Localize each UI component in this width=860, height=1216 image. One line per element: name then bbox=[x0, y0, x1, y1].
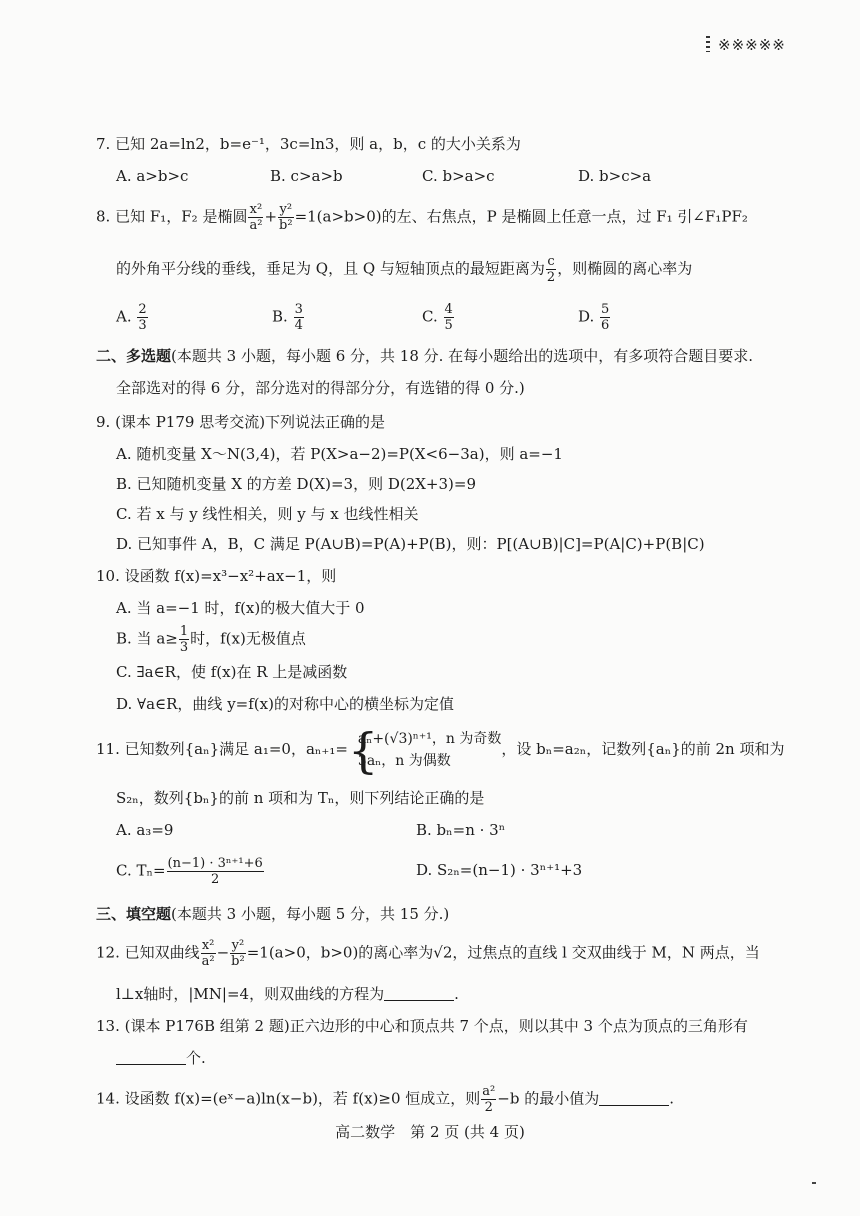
corner-mark-text: ※※※※※ bbox=[718, 36, 786, 54]
q8-frac-y bbox=[278, 202, 294, 233]
q14-frac-num: a² bbox=[482, 1084, 496, 1099]
question-14-stem bbox=[96, 1084, 674, 1115]
q8-option-d-num: 5 bbox=[601, 302, 610, 317]
q8-option-c-frac bbox=[444, 302, 454, 333]
question-13-stem-line2 bbox=[116, 1048, 206, 1068]
q9-option-d: D. 已知事件 A，B，C 满足 P(A∪B)=P(A)+P(B)，则：P[(A∪B)|C]=P(A|C)+P(B|C) bbox=[116, 535, 705, 553]
question-11-stem-line1 bbox=[96, 723, 785, 779]
scan-mark bbox=[812, 1182, 816, 1184]
q11-option-c bbox=[116, 856, 265, 887]
q12-frac-y-num: y² bbox=[231, 938, 245, 953]
q10-option-c: C. ∃a∈R，使 f(x)在 R 上是减函数 bbox=[116, 663, 348, 681]
q10-option-b bbox=[116, 624, 306, 655]
q12-text-c: l⊥x轴时，|MN|=4，则双曲线的方程为 bbox=[116, 985, 385, 1003]
question-12-stem-line2 bbox=[116, 984, 459, 1004]
q10-option-b-num: 1 bbox=[179, 624, 189, 639]
q12-frac-y-den: b² bbox=[231, 954, 245, 969]
q12-text-end: . bbox=[454, 985, 459, 1003]
section-2-header bbox=[96, 346, 753, 366]
question-7-stem: 7. 已知 2a=ln2，b=e⁻¹，3c=ln3，则 a，b，c 的大小关系为 bbox=[96, 135, 521, 153]
q8-option-d-label: D. bbox=[578, 307, 595, 326]
question-10-stem: 10. 设函数 f(x)=x³−x²+ax−1，则 bbox=[96, 567, 337, 585]
q14-frac bbox=[481, 1084, 496, 1115]
q8-option-b-label: B. bbox=[272, 307, 288, 326]
q11-brace: { bbox=[347, 723, 379, 779]
q7-option-b: B. c>a>b bbox=[270, 167, 343, 185]
q8-option-a-den: 3 bbox=[138, 318, 147, 333]
q10-option-b-frac bbox=[179, 624, 189, 655]
q8-option-d-frac bbox=[600, 302, 610, 333]
q8-option-a-label: A. bbox=[116, 307, 132, 326]
q11-piecewise bbox=[347, 723, 502, 779]
q7-option-d: D. b>c>a bbox=[578, 167, 652, 185]
section-2-desc-2: 全部选对的得 6 分，部分选对的得部分分，有选错的得 0 分.) bbox=[116, 379, 525, 397]
q8-option-b-frac bbox=[294, 302, 304, 333]
q11-case-odd: aₙ+(√3)ⁿ⁺¹，n 为奇数 bbox=[357, 731, 502, 747]
q8-option-c-den: 5 bbox=[444, 318, 453, 333]
corner-mark bbox=[706, 36, 786, 54]
q10-option-b-text-b: 时，f(x)无极值点 bbox=[190, 629, 306, 648]
question-9-stem: 9. (课本 P179 思考交流)下列说法正确的是 bbox=[96, 413, 386, 431]
q10-option-b-den: 3 bbox=[179, 640, 189, 655]
q10-option-a: A. 当 a=−1 时，f(x)的极大值大于 0 bbox=[116, 599, 365, 617]
q12-text-a: 12. 已知双曲线 bbox=[96, 943, 200, 962]
q11-option-b: B. bₙ=n · 3ⁿ bbox=[416, 821, 506, 839]
q9-option-c: C. 若 x 与 y 线性相关，则 y 与 x 也线性相关 bbox=[116, 505, 419, 523]
q12-answer-blank[interactable] bbox=[384, 986, 454, 1001]
q8-frac-y-num: y² bbox=[279, 202, 293, 217]
q8-option-c bbox=[422, 302, 455, 333]
q12-minus: − bbox=[216, 943, 230, 962]
q8-option-c-num: 4 bbox=[444, 302, 453, 317]
q8-text-d: ，则椭圆的离心率为 bbox=[557, 259, 693, 278]
q9-option-b: B. 已知随机变量 X 的方差 D(X)=3，则 D(2X+3)=9 bbox=[116, 475, 477, 493]
q11-option-a: A. a₃=9 bbox=[116, 821, 174, 839]
q7-option-a: A. a>b>c bbox=[116, 167, 189, 185]
q14-text-end: . bbox=[669, 1089, 674, 1108]
q9-option-a: A. 随机变量 X～N(3,4)，若 P(X>a−2)=P(X<6−3a)，则 a=−1 bbox=[116, 445, 563, 463]
q8-option-b-num: 3 bbox=[294, 302, 303, 317]
q11-option-c-frac bbox=[167, 856, 264, 887]
page-footer: 高二数学 第 2 页 (共 4 页) bbox=[335, 1123, 525, 1141]
q8-option-a-num: 2 bbox=[138, 302, 147, 317]
q8-frac-x bbox=[248, 202, 263, 233]
q8-frac-y-den: b² bbox=[279, 218, 293, 233]
q8-option-a-frac bbox=[137, 302, 147, 333]
section-3-title: 三、填空题 bbox=[96, 905, 172, 923]
q8-frac-x-num: x² bbox=[249, 202, 263, 217]
q8-option-a bbox=[116, 302, 149, 333]
q8-frac-c-num: c bbox=[547, 254, 555, 269]
question-11-stem-line2: S₂ₙ，数列{bₙ}的前 n 项和为 Tₙ，则下列结论正确的是 bbox=[116, 789, 485, 807]
q13-answer-blank[interactable] bbox=[116, 1050, 186, 1065]
q11-option-c-text: C. Tₙ= bbox=[116, 861, 166, 880]
q11-option-c-num: (n−1) · 3ⁿ⁺¹+6 bbox=[167, 856, 263, 871]
question-8-stem-line2 bbox=[116, 254, 692, 285]
q8-option-b-den: 4 bbox=[294, 318, 303, 333]
question-12-stem-line1 bbox=[96, 938, 760, 969]
q11-text-b: ，设 bₙ=a₂ₙ，记数列{aₙ}的前 2n 项和为 bbox=[501, 740, 785, 758]
q11-option-c-den: 2 bbox=[211, 872, 220, 887]
q8-plus: + bbox=[264, 207, 278, 226]
q12-frac-x-num: x² bbox=[201, 938, 215, 953]
q8-frac-c-den: 2 bbox=[546, 270, 556, 285]
q12-frac-x bbox=[201, 938, 216, 969]
q11-case-even: 3aₙ，n 为偶数 bbox=[357, 753, 451, 769]
q12-frac-x-den: a² bbox=[201, 954, 215, 969]
q8-frac-x-den: a² bbox=[249, 218, 263, 233]
dotted-line bbox=[706, 36, 710, 52]
section-3-header bbox=[96, 904, 449, 924]
q14-answer-blank[interactable] bbox=[599, 1091, 669, 1106]
q8-text-c: 的外角平分线的垂线，垂足为 Q，且 Q 与短轴顶点的最短距离为 bbox=[116, 259, 545, 278]
section-2-desc-1: (本题共 3 小题，每小题 6 分，共 18 分. 在每小题给出的选项中，有多项符合题目要求. bbox=[171, 347, 753, 365]
q8-text-a: 8. 已知 F₁，F₂ 是椭圆 bbox=[96, 207, 248, 226]
q8-option-d bbox=[578, 302, 611, 333]
question-8-stem-line1 bbox=[96, 202, 748, 233]
q8-option-b bbox=[272, 302, 305, 333]
q8-option-d-den: 6 bbox=[601, 318, 610, 333]
section-3-desc: (本题共 3 小题，每小题 5 分，共 15 分.) bbox=[171, 905, 450, 923]
q14-frac-den: 2 bbox=[484, 1100, 493, 1115]
section-2-title: 二、多选题 bbox=[96, 347, 172, 365]
q14-text-a: 14. 设函数 f(x)=(eˣ−a)ln(x−b)，若 f(x)≥0 恒成立，则 bbox=[96, 1089, 481, 1108]
q12-frac-y bbox=[230, 938, 246, 969]
q8-option-c-label: C. bbox=[422, 307, 438, 326]
q12-text-b: =1(a>0，b>0)的离心率为√2，过焦点的直线 l 交双曲线于 M，N 两点，当 bbox=[246, 943, 760, 962]
q11-option-d: D. S₂ₙ=(n−1) · 3ⁿ⁺¹+3 bbox=[416, 861, 583, 879]
q13-text-end: 个. bbox=[186, 1049, 206, 1067]
q14-text-b: −b 的最小值为 bbox=[497, 1089, 600, 1108]
q7-option-c: C. b>a>c bbox=[422, 167, 495, 185]
q11-text-a: 11. 已知数列{aₙ}满足 a₁=0，aₙ₊₁= bbox=[96, 740, 348, 758]
q8-frac-c bbox=[546, 254, 556, 285]
q8-text-b: =1(a>b>0)的左、右焦点，P 是椭圆上任意一点，过 F₁ 引∠F₁PF₂ bbox=[294, 207, 748, 226]
q10-option-d: D. ∀a∈R，曲线 y=f(x)的对称中心的横坐标为定值 bbox=[116, 695, 454, 713]
question-13-stem: 13. (课本 P176B 组第 2 题)正六边形的中心和顶点共 7 个点，则以其中 3 个点为顶点的三角形有 bbox=[96, 1017, 748, 1035]
q10-option-b-text-a: B. 当 a≥ bbox=[116, 629, 178, 648]
